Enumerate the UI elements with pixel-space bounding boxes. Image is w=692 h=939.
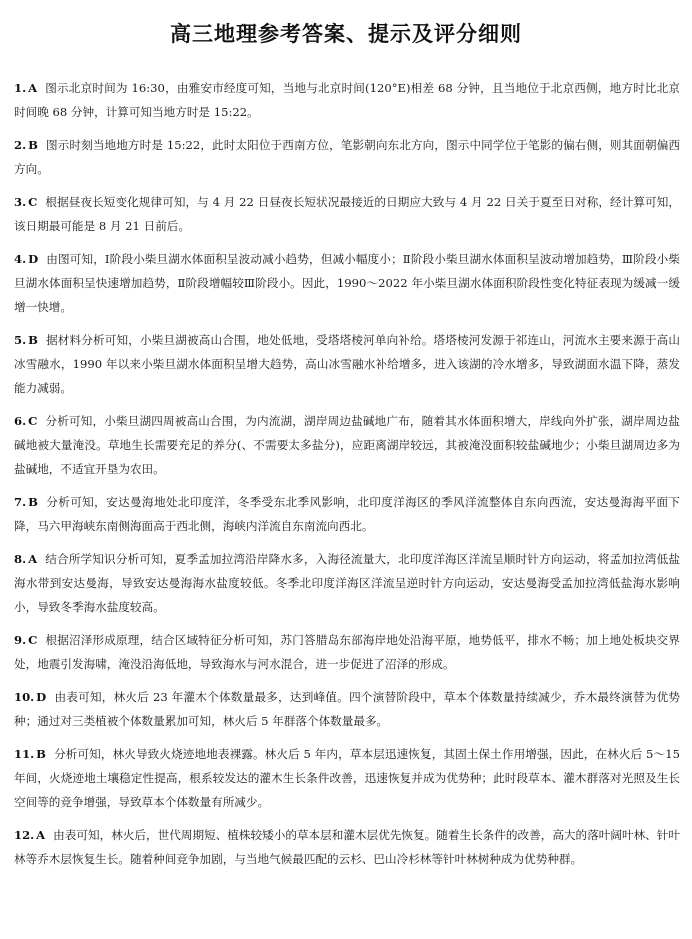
answer-letter: A xyxy=(36,828,46,842)
answer-explanation: 图示时刻当地地方时是 15:22，此时太阳位于西南方位，笔影朝向东北方向，图示中同学位于笔影的偏右侧，则其面朝偏西方向。 xyxy=(14,138,680,176)
answer-item-3 xyxy=(14,190,680,238)
answer-item-6 xyxy=(14,409,680,481)
question-number: 10. xyxy=(14,690,35,704)
answer-explanation: 根据昼夜长短变化规律可知，与 4 月 22 日昼夜长短状况最接近的日期应大致与 4 月 22 日关于夏至日对称，经计算可知，该日期最可能是 8 月 21 日前后。 xyxy=(14,195,680,233)
answer-item-2 xyxy=(14,133,680,181)
answer-explanation: 结合所学知识分析可知，夏季孟加拉湾沿岸降水多，入海径流量大，北印度洋海区洋流呈顺时针方向运动，将孟加拉湾低盐海水带到安达曼海，导致安达曼海海水盐度较低。冬季北印度洋海区洋流呈逆时针方向运动，安达曼海受孟加拉湾低盐海水影响小，导致冬季海水盐度较高。 xyxy=(14,552,680,614)
answer-item-5 xyxy=(14,328,680,400)
answer-explanation: 由表可知，林火后，世代周期短、植株较矮小的草本层和灌木层优先恢复。随着生长条件的改善，高大的落叶阔叶林、针叶林等乔木层恢复生长。随着种间竞争加剧，与当地气候最匹配的云杉、巴山冷杉林等针叶林树种成为优势种群。 xyxy=(14,828,680,866)
document-title: 高三地理参考答案、提示及评分细则 xyxy=(170,22,522,46)
answer-letter: C xyxy=(28,414,38,428)
question-number: 5. xyxy=(14,333,27,347)
answer-letter: A xyxy=(28,81,38,95)
answer-item-11 xyxy=(14,742,680,814)
answer-letter: B xyxy=(28,495,38,509)
answer-item-8 xyxy=(14,547,680,619)
question-number: 7. xyxy=(14,495,27,509)
answer-explanation: 根据沼泽形成原理，结合区域特征分析可知，苏门答腊岛东部海岸地处沿海平原，地势低平，排水不畅；加上地处板块交界处，地震引发海啸，淹没沿海低地，导致海水与河水混合，进一步促进了沼泽的形成。 xyxy=(14,633,680,671)
question-number: 9. xyxy=(14,633,27,647)
answer-letter: D xyxy=(28,252,39,266)
question-number: 11. xyxy=(14,747,35,761)
answer-letter: C xyxy=(28,633,38,647)
answer-letter: B xyxy=(28,333,38,347)
answer-item-7 xyxy=(14,490,680,538)
answer-list xyxy=(14,76,680,880)
answer-explanation: 由表可知，林火后 23 年灌木个体数量最多，达到峰值。四个演替阶段中，草本个体数量持续减少，乔木最终演替为优势种；通过对三类植被个体数量累加可知，林火后 5 年群落个体数量最多。 xyxy=(14,690,680,728)
question-number: 12. xyxy=(14,828,35,842)
question-number: 8. xyxy=(14,552,27,566)
question-number: 1. xyxy=(14,81,27,95)
answer-explanation: 由图可知，Ⅰ阶段小柴旦湖水体面积呈波动减小趋势，但减小幅度小；Ⅱ阶段小柴旦湖水体面积呈波动增加趋势，Ⅲ阶段小柴旦湖水体面积呈快速增加趋势，Ⅱ阶段增幅较Ⅲ阶段小。因此，1990～2022 年小柴旦湖水体面积阶段性变化特征表现为缓减一缓增一快增。 xyxy=(14,252,680,314)
answer-item-12 xyxy=(14,823,680,871)
answer-item-4 xyxy=(14,247,680,319)
question-number: 6. xyxy=(14,414,27,428)
answer-explanation: 据材料分析可知，小柴旦湖被高山合围，地处低地，受塔塔棱河单向补给。塔塔棱河发源于祁连山，河流水主要来源于高山冰雪融水，1990 年以来小柴旦湖水体面积呈增大趋势，高山冰雪融水补给增多，进入该湖的冷水增多，导致湖面水温下降，蒸发能力减弱。 xyxy=(14,333,680,395)
answer-explanation: 分析可知，小柴旦湖四周被高山合围，为内流湖，湖岸周边盐碱地广布，随着其水体面积增大，岸线向外扩张，湖岸周边盐碱地被大量淹没。草地生长需要充足的养分(、不需要太多盐分)，应距离湖岸较远，其被淹没面积较盐碱地少；小柴旦湖周边多为盐碱地，不适宜开垦为农田。 xyxy=(14,414,680,476)
answer-item-1 xyxy=(14,76,680,124)
question-number: 3. xyxy=(14,195,27,209)
answer-explanation: 分析可知，安达曼海地处北印度洋，冬季受东北季风影响，北印度洋海区的季风洋流整体自东向西流，安达曼海海平面下降，马六甲海峡东南侧海面高于西北侧，海峡内洋流自东南流向西北。 xyxy=(14,495,680,533)
answer-letter: A xyxy=(28,552,38,566)
answer-item-9 xyxy=(14,628,680,676)
answer-explanation: 图示北京时间为 16:30，由雅安市经度可知，当地与北京时间(120°E)相差 68 分钟，且当地位于北京西侧，地方时比北京时间晚 68 分钟，计算可知当地方时是 15:22。 xyxy=(14,81,680,119)
answer-letter: B xyxy=(36,747,46,761)
answer-item-10 xyxy=(14,685,680,733)
answer-explanation: 分析可知，林火导致火烧迹地地表裸露。林火后 5 年内，草本层迅速恢复，其固土保土作用增强，因此，在林火后 5～15 年间，火烧迹地土壤稳定性提高，根系较发达的灌木生长条件改善，迅速恢复并成为优势种；此时段草本、灌木群落对光照及生长空间等的竞争增强，导致草本个体数量有所减少。 xyxy=(14,747,680,809)
answer-letter: B xyxy=(28,138,38,152)
answer-letter: C xyxy=(28,195,38,209)
answer-letter: D xyxy=(36,690,47,704)
question-number: 2. xyxy=(14,138,27,152)
question-number: 4. xyxy=(14,252,27,266)
